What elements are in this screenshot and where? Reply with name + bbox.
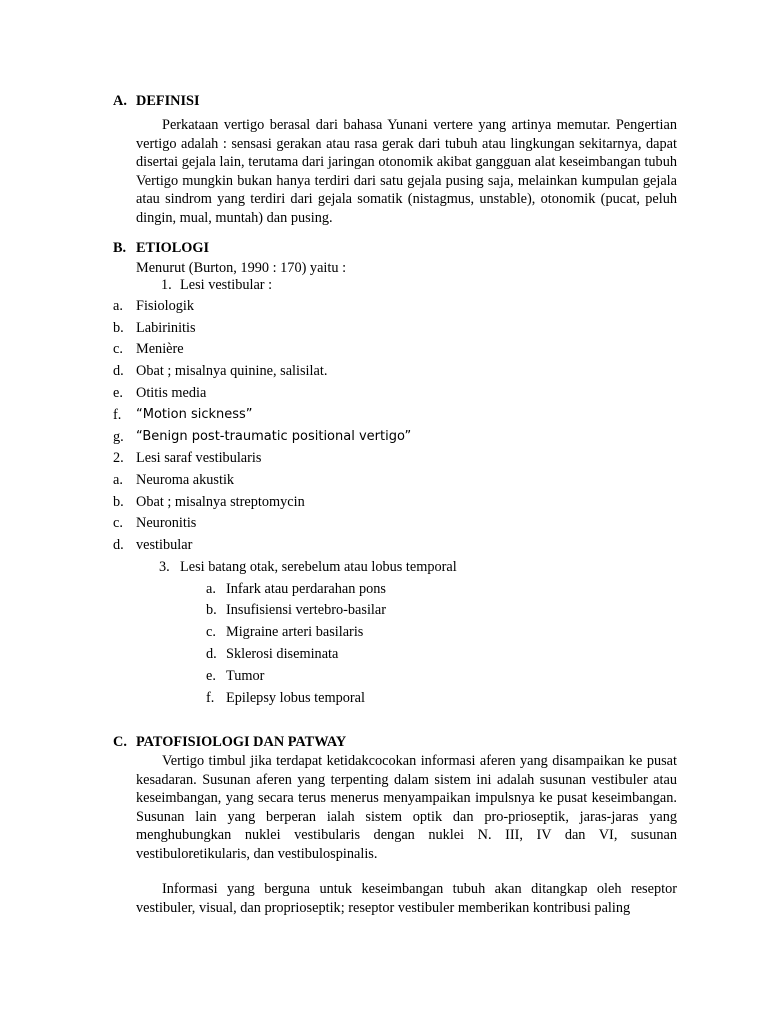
section-a-heading — [113, 92, 200, 110]
list-item: Menière — [136, 341, 184, 357]
list-item-mark: b. — [113, 320, 124, 336]
list-item: vestibular — [136, 537, 193, 553]
list-item-mark: e. — [206, 668, 216, 684]
list-item-mark: a. — [113, 298, 123, 314]
list-item: Obat ; misalnya streptomycin — [136, 494, 305, 510]
section-b-intro: Menurut (Burton, 1990 : 170) yaitu : — [136, 260, 347, 276]
list-item-mark: c. — [113, 341, 123, 357]
list-item: Sklerosi diseminata — [226, 646, 339, 662]
section-a-letter: A. — [113, 93, 127, 109]
list-item-mark: e. — [113, 385, 123, 401]
list-item-mark: d. — [206, 646, 217, 662]
section-a-paragraph: Perkataan vertigo berasal dari bahasa Yunani vertere yang artinya memutar. Pengertian vertigo adalah : sensasi gerakan atau rasa gerak dari tubuh atau lingkungan sekitarnya, dapat disertai gejala lain, terutama dari jaringan otonomik akibat gangguan alat keseimbangan tubuh Vertigo mungkin bukan hanya terdiri dari satu gejala pusing saja, melainkan kumpulan gejala atau sindrom yang terdiri dari gejala somatik (nistagmus, unstable), otonomik (pucat, peluh dingin, mual, muntah) dan pusing. — [136, 117, 677, 226]
list-item-mark: g. — [113, 429, 124, 445]
item2-number: 2. — [113, 450, 124, 466]
list-item: Neuroma akustik — [136, 472, 235, 488]
list-item: Tumor — [226, 668, 265, 684]
section-c-paragraph-1: Vertigo timbul jika terdapat ketidakcocokan informasi aferen yang disampaikan ke pusat kesadaran. Susunan aferen yang terpenting dalam sistem ini adalah susunan vestibuler atau keseimbangan, yang secara terus menerus menyampaikan impulsnya ke pusat keseimbangan. Susunan lain yang berperan ialah sistem optik dan pro-prioseptik, jaras-jaras yang menghubungkan nuklei vestibularis dengan nuklei N. III, IV dan VI, susunan vestibuloretikularis, dan vestibulospinalis. — [136, 753, 677, 862]
item3-text: Lesi batang otak, serebelum atau lobus temporal — [180, 559, 457, 575]
section-b-heading — [113, 239, 209, 257]
section-c-paragraph-2: Informasi yang berguna untuk keseimbangan tubuh akan ditangkap oleh reseptor vestibuler, visual, dan proprioseptik; reseptor vestibuler memberikan kontribusi paling — [136, 881, 677, 916]
list-item-mark: a. — [113, 472, 123, 488]
list-item: Insufisiensi vertebro-basilar — [226, 602, 386, 618]
list-item: Epilepsy lobus temporal — [226, 690, 365, 706]
list-item: “Motion sickness” — [136, 407, 253, 422]
section-b-title: ETIOLOGI — [136, 240, 210, 256]
item2-text: Lesi saraf vestibularis — [136, 450, 262, 466]
item1-number: 1. — [161, 277, 172, 293]
list-item: Infark atau perdarahan pons — [226, 581, 386, 597]
list-item-mark: f. — [206, 690, 215, 706]
list-item-mark: b. — [113, 494, 124, 510]
list-item-mark: c. — [113, 515, 123, 531]
list-item: “Benign post-traumatic positional vertigo” — [136, 429, 412, 444]
section-b-letter: B. — [113, 240, 127, 256]
list-item: Fisiologik — [136, 298, 194, 314]
item3-number: 3. — [159, 559, 170, 575]
list-item: Migraine arteri basilaris — [226, 624, 364, 640]
section-c-letter: C. — [113, 734, 127, 750]
list-item: Neuronitis — [136, 515, 197, 531]
section-c-title: PATOFISIOLOGI DAN PATWAY — [136, 734, 347, 750]
list-item-mark: d. — [113, 363, 124, 379]
list-item: Obat ; misalnya quinine, salisilat. — [136, 363, 328, 379]
list-item-mark: b. — [206, 602, 217, 618]
section-a-title: DEFINISI — [136, 93, 200, 109]
list-item-mark: c. — [206, 624, 216, 640]
list-item: Labirinitis — [136, 320, 196, 336]
list-item-mark: f. — [113, 407, 122, 423]
item1-text: Lesi vestibular : — [180, 277, 273, 293]
section-c-heading — [113, 733, 346, 751]
list-item: Otitis media — [136, 385, 207, 401]
list-item-mark: a. — [206, 581, 216, 597]
list-item-mark: d. — [113, 537, 124, 553]
